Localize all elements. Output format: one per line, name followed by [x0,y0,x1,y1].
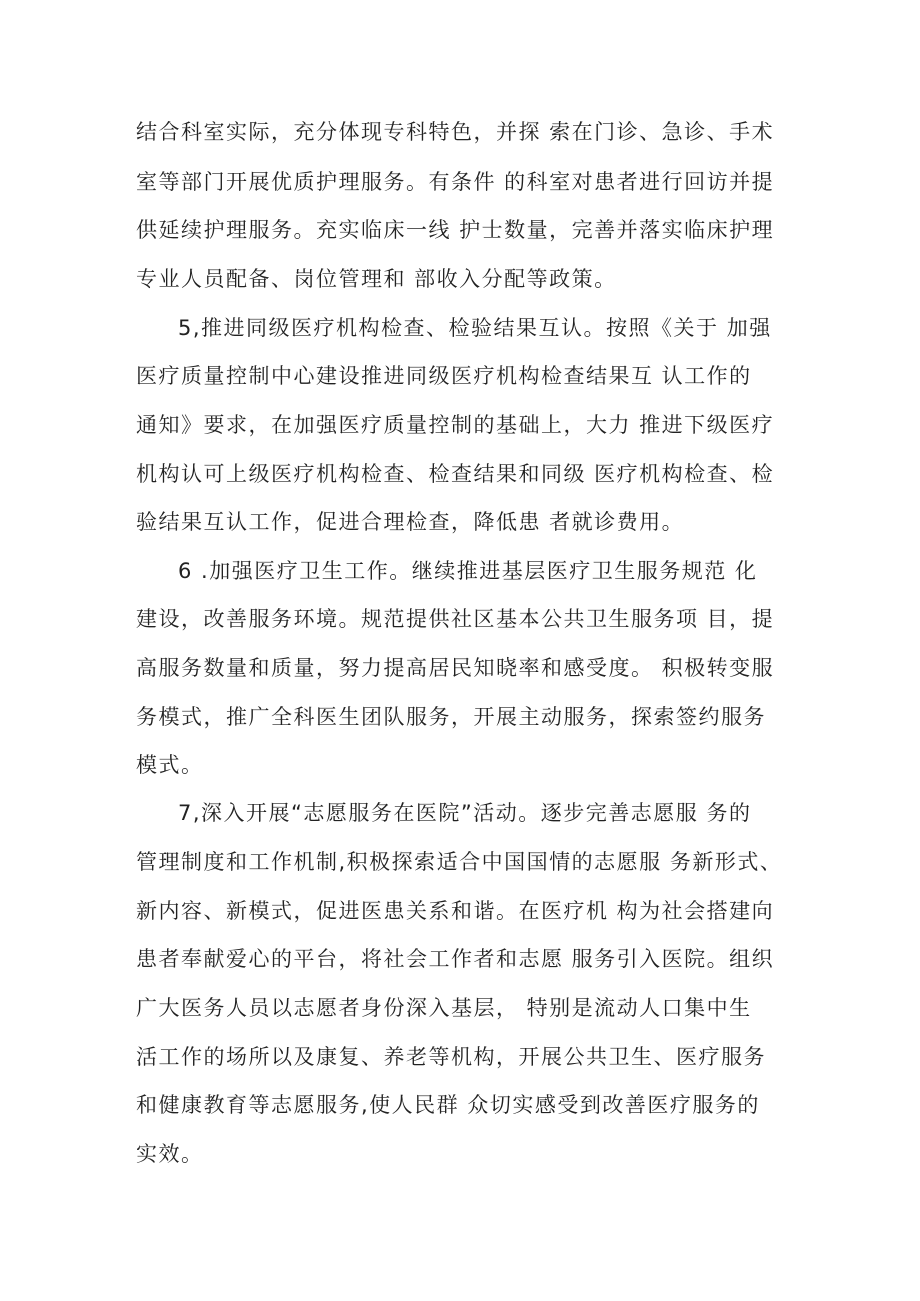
paragraph-1-line-2: 室等部门开展优质护理服务。有条件 的科室对患者进行回访并提 [136,170,775,194]
paragraph-3-line-3: 高服务数量和质量，努力提高居民知晓率和感受度。 积极转变服 [136,656,775,680]
paragraph-2-line-3: 通知》要求，在加强医疗质量控制的基础上，大力 推进下级医疗 [136,413,775,437]
paragraph-4-line-3: 新内容、新模式，促进医患关系和谐。在医疗机 构为社会搭建向 [136,899,775,923]
paragraph-4-line-1: 7,深入开展“志愿服务在医院”活动。逐步完善志愿服 务的 [178,801,752,825]
paragraph-4-line-7: 和健康教育等志愿服务,使人民群 众切实感受到改善医疗服务的 [136,1093,760,1117]
paragraph-3-line-4: 务模式，推广全科医生团队服务，开展主动服务，探索签约服务 [136,705,766,729]
paragraph-2-line-4: 机构认可上级医疗机构检查、检查结果和同级 医疗机构检查、检 [136,462,775,486]
paragraph-1-line-4: 专业人员配备、岗位管理和 部收入分配等政策。 [136,267,617,291]
paragraph-2-line-2: 医疗质量控制中心建设推进同级医疗机构检查结果互 认工作的 [136,364,752,388]
paragraph-1-line-1: 结合科室实际，充分体现专科特色，并探 索在门诊、急诊、手术 [136,120,775,144]
paragraph-4-line-6: 活工作的场所以及康复、养老等机构，开展公共卫生、医疗服务 [136,1045,766,1069]
paragraph-2-line-5: 验结果互认工作，促进合理检查，降低患 者就诊费用。 [136,510,685,534]
paragraph-4-line-2: 管理制度和工作机制,积极探索适合中国国情的志愿服 务新形式、 [136,850,783,874]
paragraph-1-line-3: 供延续护理服务。充实临床一线 护士数量，完善并落实临床护理 [136,218,775,242]
paragraph-3-line-2: 建设，改善服务环境。规范提供社区基本公共卫生服务项 目，提 [136,607,775,631]
paragraph-3-line-5: 模式。 [136,753,204,777]
paragraph-3-line-1: 6 .加强医疗卫生工作。继续推进基层医疗卫生服务规范 化 [178,559,758,583]
paragraph-4-line-5: 广大医务人员以志愿者身份深入基层， 特别是流动人口集中生 [136,996,752,1020]
paragraph-4-line-4: 患者奉献爱心的平台，将社会工作者和志愿 服务引入医院。组织 [136,947,775,971]
paragraph-4-line-8: 实效。 [136,1142,204,1166]
paragraph-2-line-1: 5,推进同级医疗机构检查、检验结果互认。按照《关于 加强 [178,316,772,340]
